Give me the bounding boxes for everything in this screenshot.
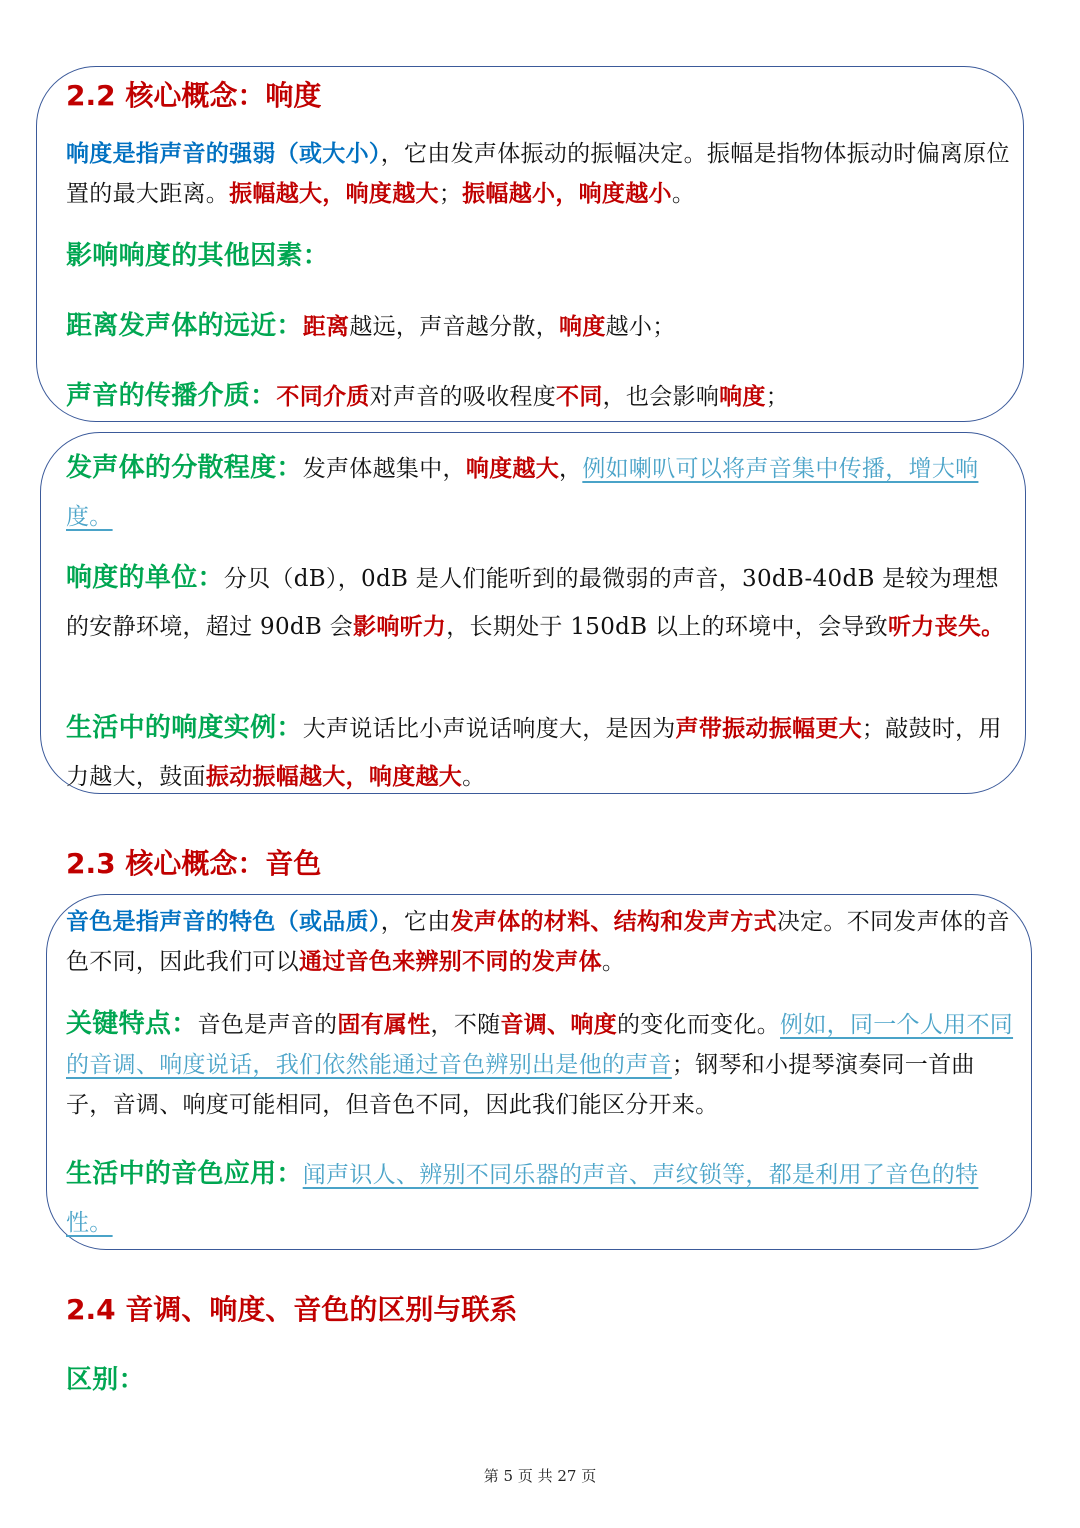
text: 越远，声音越分散， [349,314,560,340]
highlight: 影响听力 [353,614,447,640]
highlight: 发声体的材料、结构和发声方式 [450,909,777,935]
timbre-app-label: 生活中的音色应用： [66,1159,303,1189]
loudness-unit [66,554,1016,651]
factor-medium-label: 声音的传播介质： [66,381,277,411]
timbre-definition-term: 音色是指声音的特色（或品质） [66,909,381,935]
loudness-definition [66,134,1016,214]
loudness-definition-text: ，它由发声体振动的振幅决定。振幅是指物体振动时偏离原位置的最大距离。 [66,141,1010,207]
punct: ； [438,181,463,207]
text: ，长期处于 150dB 以上的环境中，会导致 [446,614,888,640]
timbre-definition [66,902,1016,982]
factor-spread [66,444,1016,541]
text: 音色是声音的 [197,1012,338,1038]
difference-heading [66,1360,1016,1401]
text: 决定。不同发声体的音色不同，因此我们可以 [66,909,1010,975]
highlight: 响度 [559,314,606,340]
text: 分贝（dB），0dB 是人们能听到的最微弱的声音，30dB-40dB 是较为理想的安静环境，超过 90dB 会 [66,566,999,640]
text: 的变化而变化。 [616,1012,781,1038]
punct: 。 [671,181,696,207]
text: 。 [601,949,626,975]
highlight: 声带振动振幅更大 [675,716,862,742]
highlight: 响度越大 [465,456,560,482]
text: ， [559,456,583,482]
example-link[interactable]: 例如，同一个人用不同的音调、响度说话，我们依然能通过音色辨别出是他的声音 [66,1012,1014,1078]
highlight: 振动振幅越大，响度越大 [205,764,463,790]
highlight: 响度 [719,384,766,410]
factors-heading [66,236,1016,277]
factor-medium [66,376,1016,417]
highlight: 不同介质 [276,384,370,410]
factors-label: 影响响度的其他因素： [66,241,330,271]
highlight: 音调、响度 [500,1012,617,1038]
text: 越小； [605,314,676,340]
heading-2-3: 2.3 核心概念：音色 [66,847,322,880]
loudness-life-examples [66,704,1016,801]
example-link[interactable]: 例如喇叭可以将声音集中传播，增大响度。 [66,456,979,530]
timbre-key-features [66,1004,1016,1125]
heading-2-2: 2.2 核心概念：响度 [66,79,322,112]
text: 发声体越集中， [302,456,466,482]
factor-distance-label: 距离发声体的远近： [66,311,303,341]
text: 对声音的吸收程度 [369,384,557,410]
highlight: 固有属性 [337,1012,431,1038]
text: ；敲鼓时，用力越大，鼓面 [66,716,1002,790]
timbre-applications [66,1150,1016,1247]
text: ； [765,384,790,410]
highlight: 不同 [556,384,603,410]
factor-distance [66,306,1016,347]
text: 。 [462,764,486,790]
loudness-unit-label: 响度的单位： [66,563,224,593]
highlight: 距离 [302,314,350,340]
loudness-rule-2: 振幅越小，响度越小 [462,181,672,207]
text: 大声说话比小声说话响度大，是因为 [302,716,676,742]
applications-link[interactable]: 闻声识人、辨别不同乐器的声音、声纹锁等，都是利用了音色的特性。 [66,1162,979,1236]
text: ，它由 [380,909,451,935]
text: ，不随 [430,1012,501,1038]
loudness-life-label: 生活中的响度实例： [66,713,303,743]
text: ；钢琴和小提琴演奏同一首曲子，音调、响度可能相同，但音色不同，因此我们能区分开来。 [66,1052,975,1118]
difference-label: 区别： [66,1365,145,1395]
highlight: 通过音色来辨别不同的发声体 [299,949,602,975]
page-footer: 第 5 页 共 27 页 [483,1467,597,1485]
timbre-key-label: 关键特点： [66,1009,198,1039]
heading-2-4: 2.4 音调、响度、音色的区别与联系 [66,1293,518,1326]
text: ，也会影响 [602,384,720,410]
loudness-definition-term: 响度是指声音的强弱（或大小） [66,141,381,167]
factor-spread-label: 发声体的分散程度： [66,453,303,483]
highlight: 听力丧失。 [887,614,1005,640]
loudness-rule-1: 振幅越大，响度越大 [229,181,439,207]
